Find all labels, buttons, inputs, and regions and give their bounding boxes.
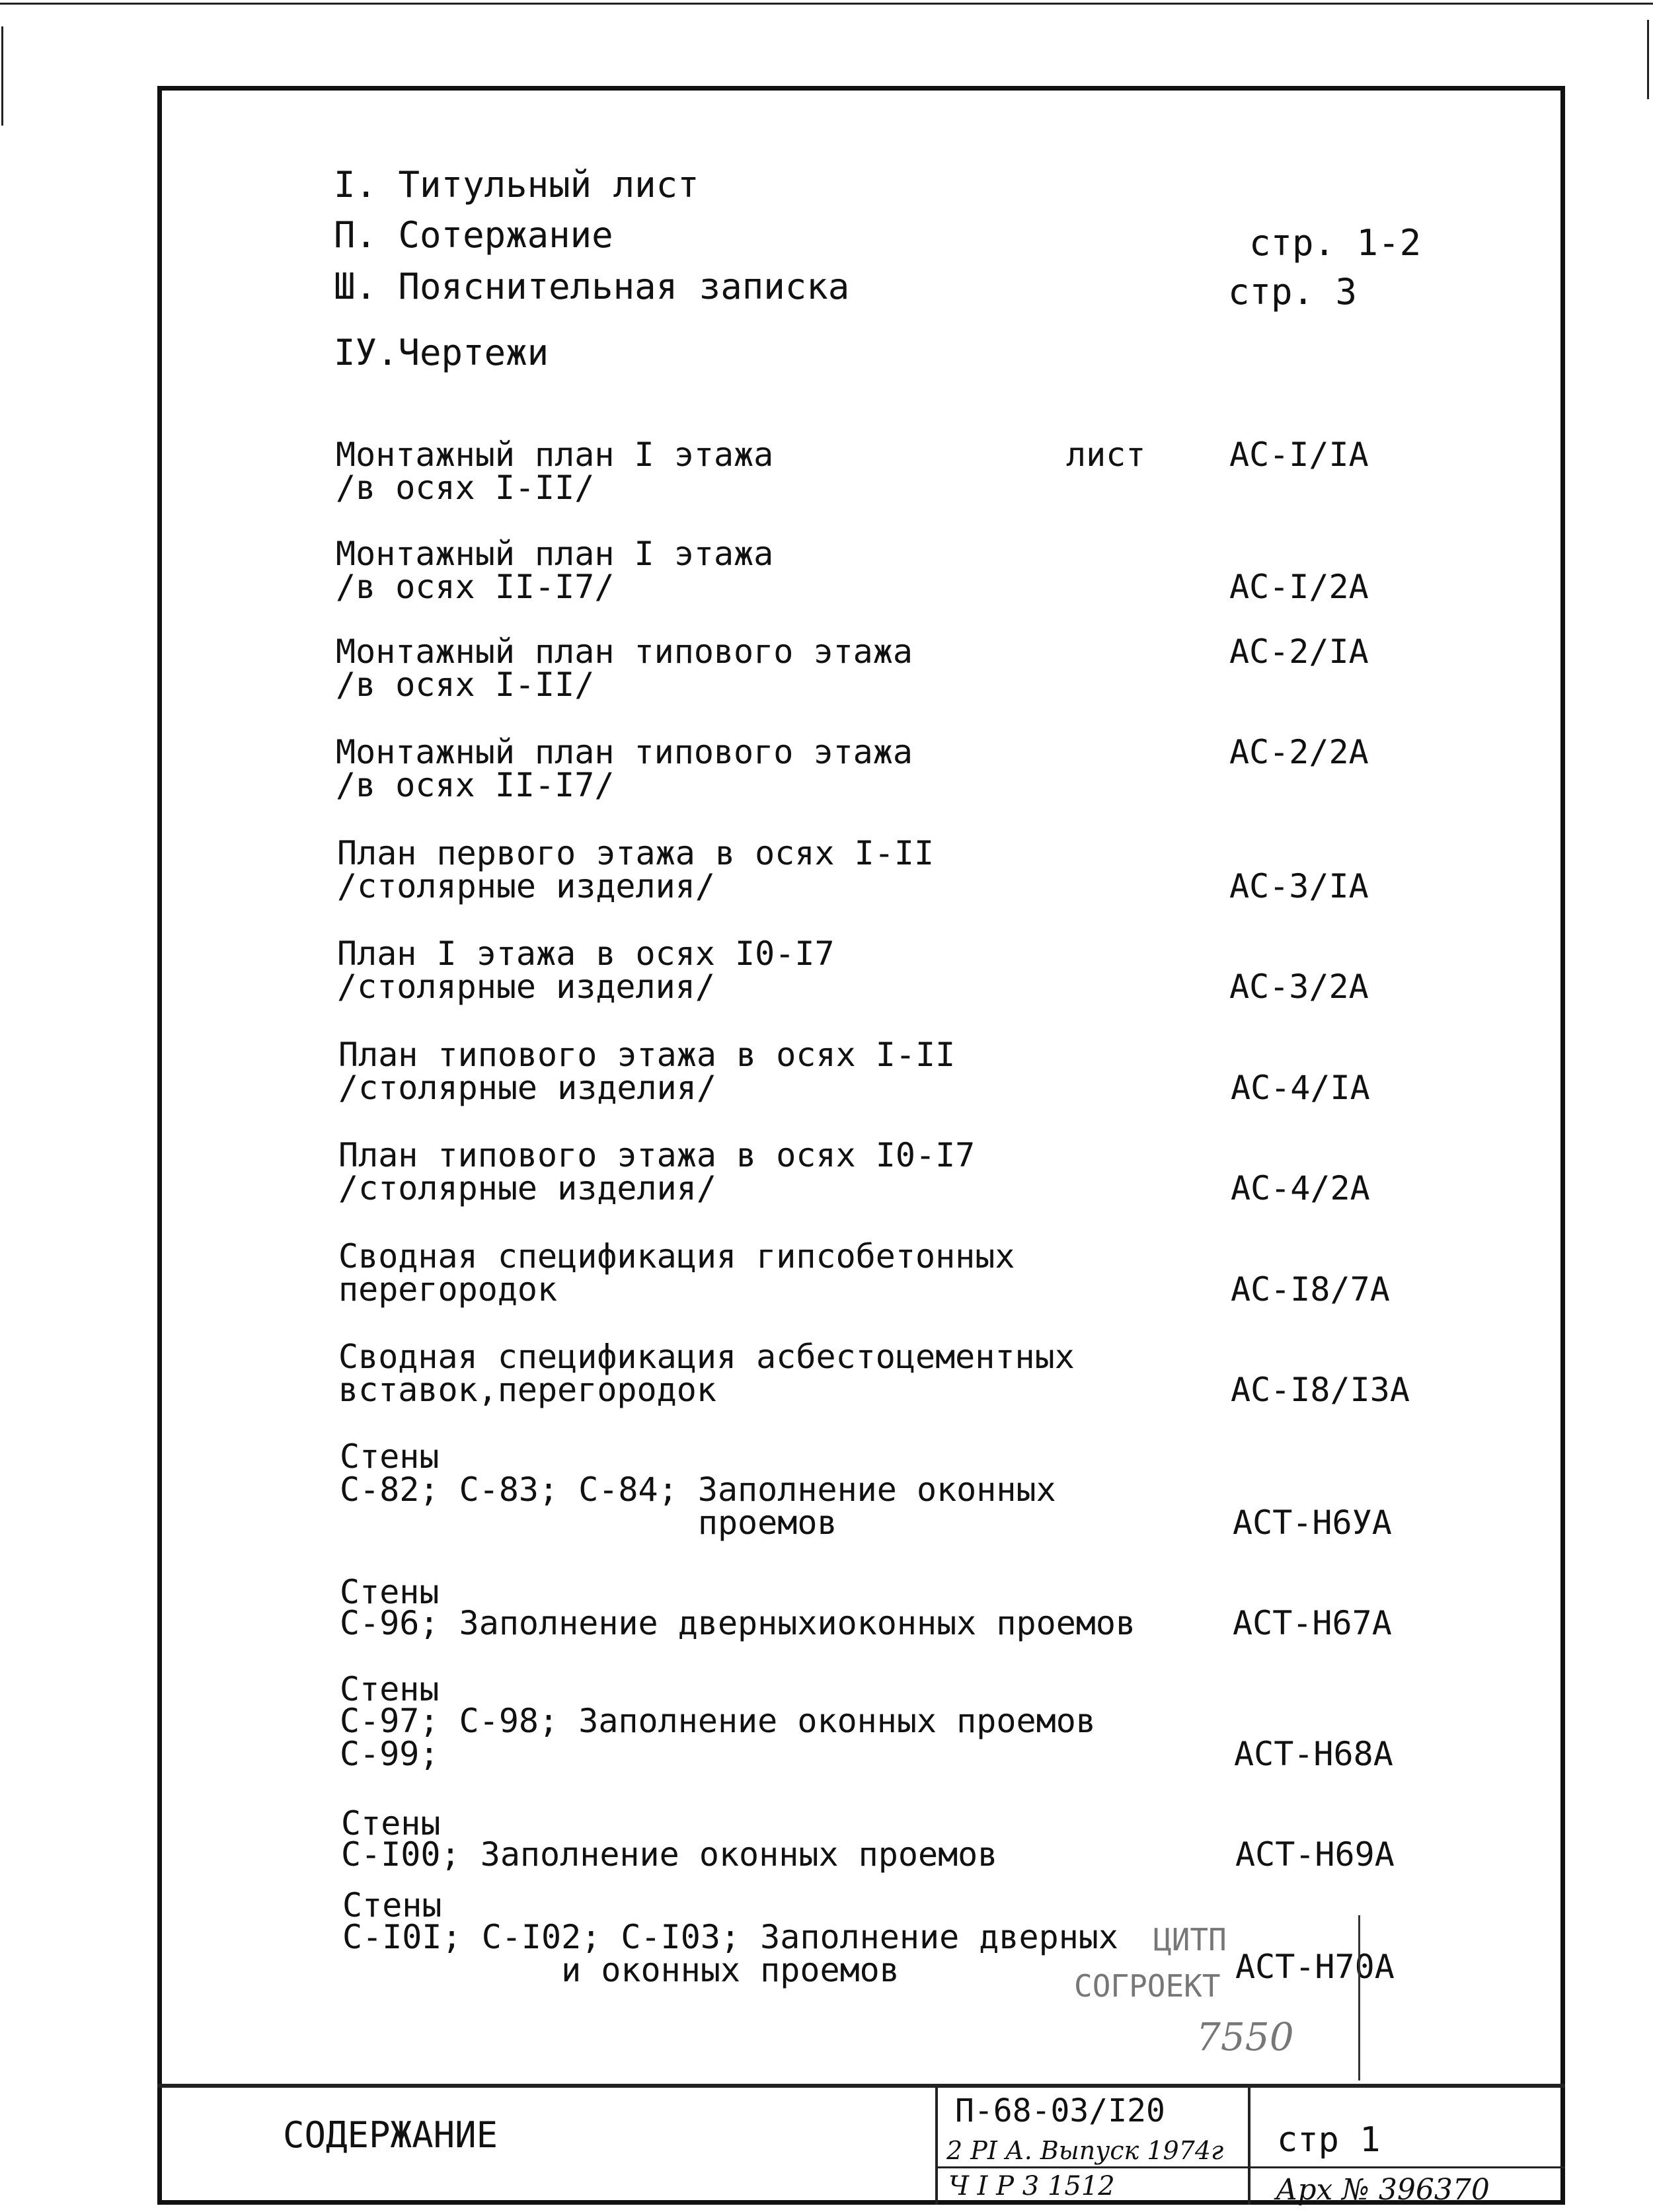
drawing-subtitle: /столярные изделия/ [338, 1169, 716, 1207]
project-code: П-68-03/I20 [955, 2092, 1165, 2129]
drawing-code: АС-4/2А [1231, 1169, 1370, 1207]
drawing-code: АС-2/2А [1229, 733, 1369, 771]
drawing-title: Монтажный план I этажа [336, 436, 774, 474]
library-stamp [1048, 1915, 1360, 2080]
drawing-subtitle: С-96; Заполнение дверныхиоконных проемов [340, 1604, 1136, 1642]
stamp-number: 7550 [1196, 2014, 1294, 2059]
drawing-subtitle: /столярные изделия/ [337, 968, 715, 1006]
drawing-title: План I этажа в осях I0-I7 [337, 934, 835, 973]
drawing-code: АС-I8/7А [1231, 1270, 1390, 1309]
drawing-title: Монтажный план типового этажа [336, 733, 913, 771]
section-explanatory-note: Ш. Пояснительная записка [334, 266, 850, 307]
drawing-title: План типового этажа в осях I0-I7 [338, 1136, 976, 1174]
drawing-subtitle: /столярные изделия/ [338, 1069, 716, 1107]
drawing-subtitle: /в осях II-I7/ [336, 766, 615, 804]
section-drawings: IУ.Чертежи [334, 332, 549, 373]
drawing-code: АС-3/2А [1229, 968, 1369, 1006]
title-block-divider-2 [1248, 2086, 1250, 2205]
drawing-code: АС-I/IА [1229, 436, 1369, 474]
drawing-subtitle-continued: проемов [340, 1504, 837, 1542]
drawing-subtitle: /в осях I-II/ [336, 469, 595, 507]
stamp-line-2: СОГРОЕКТ [1074, 1968, 1221, 2004]
drawing-subtitle: вставок,перегородок [338, 1371, 716, 1409]
drawing-subtitle: С-97; С-98; Заполнение оконных проемов [340, 1702, 1096, 1740]
section-explanatory-note-page: стр. 3 [1228, 271, 1358, 313]
drawing-code: АС-I/2А [1229, 568, 1369, 606]
drawing-code: АСТ-Н69А [1235, 1835, 1395, 1874]
release-info: 2 РI А. Выпуск 1974г [946, 2136, 1224, 2165]
archive-number: Арх № 396370 [1276, 2173, 1490, 2207]
drawing-title: План первого этажа в осях I-II [337, 834, 935, 872]
drawing-title: Стены [340, 1437, 440, 1476]
drawing-title: Стены [342, 1886, 442, 1925]
section-contents: П. Сотержание [334, 214, 613, 256]
drawing-subtitle: /столярные изделия/ [337, 867, 715, 905]
drawing-subtitle-continued: С-99; [340, 1735, 440, 1773]
drawing-subtitle: С-I0I; С-I02; С-I03; Заполнение дверных [342, 1918, 1118, 1956]
drawing-title: Монтажный план типового этажа [336, 632, 913, 671]
drawing-code: АСТ-Н68А [1234, 1735, 1393, 1773]
drawing-code: АС-2/IА [1229, 632, 1369, 671]
drawing-title: Стены [340, 1573, 440, 1611]
page-number: стр 1 [1277, 2120, 1381, 2160]
right-edge-line [1647, 20, 1649, 99]
drawing-subtitle-continued: и оконных проемов [342, 1951, 900, 1989]
drawing-code: АС-3/IА [1229, 867, 1369, 905]
drawing-subtitle: перегородок [338, 1270, 558, 1309]
drawing-code: АСТ-Н70А [1235, 1948, 1395, 1986]
section-contents-page: стр. 1-2 [1249, 222, 1422, 264]
drawing-code: АСТ-Н6УА [1233, 1504, 1392, 1542]
drawing-subtitle: /в осях II-I7/ [336, 568, 615, 606]
left-edge-line [1, 26, 3, 126]
release-code: Ч I Р 3 1512 [948, 2171, 1115, 2201]
drawing-code: АС-4/IА [1231, 1069, 1370, 1107]
drawing-title: Сводная спецификация гипсобетонных [338, 1237, 1015, 1276]
drawing-title: Стены [341, 1804, 441, 1843]
document-title: СОДЕРЖАНИЕ [283, 2114, 498, 2156]
drawing-code: АС-I8/I3А [1231, 1371, 1410, 1409]
drawing-code: АСТ-Н67А [1233, 1604, 1392, 1642]
title-block-divider-1 [935, 2086, 938, 2205]
title-block-top-border [157, 2084, 1565, 2088]
drawing-title: План типового этажа в осях I-II [338, 1036, 956, 1074]
drawing-title: Стены [340, 1670, 440, 1708]
drawing-title: Монтажный план I этажа [336, 535, 774, 573]
drawing-subtitle: /в осях I-II/ [336, 666, 595, 704]
top-edge-line [0, 3, 1653, 5]
drawing-subtitle: С-I00; Заполнение оконных проемов [341, 1835, 998, 1874]
drawing-title: Сводная спецификация асбестоцементных [338, 1338, 1075, 1376]
section-title-sheet: I. Титульный лист [334, 164, 699, 206]
sheet-column-label: лист [1066, 436, 1146, 474]
stamp-line-1: ЦИТП [1153, 1922, 1227, 1958]
drawing-subtitle: С-82; С-83; С-84; Заполнение оконных [340, 1470, 1056, 1509]
